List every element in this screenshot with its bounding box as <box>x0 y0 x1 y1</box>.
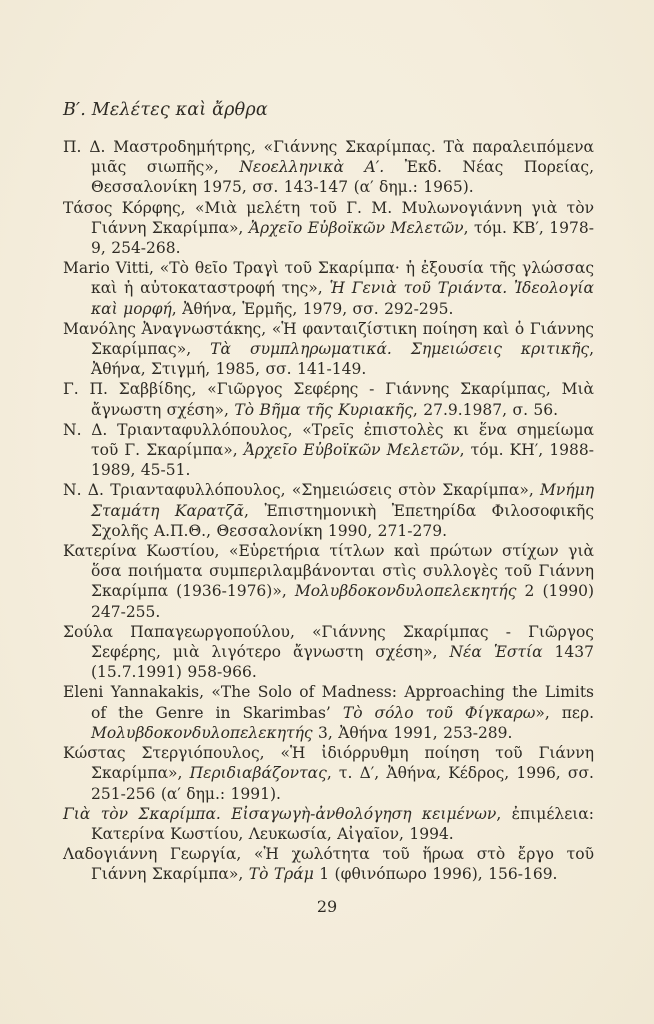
entry-text: Π. Δ. Μαστροδημήτρης, «Γιάννης Σκαρίμπας. Τὰ παραλειπόμενα μιᾶς σιωπῆς», <box>63 138 594 177</box>
bibliography-entry <box>63 844 594 884</box>
bibliography-entry <box>63 137 594 198</box>
cited-work-title: Ἀρχεῖο Εὐβοϊκῶν Μελετῶν <box>248 218 464 237</box>
cited-work-title: Ἡ Γενιὰ τοῦ Τριάντα. Ἰδεολογία καὶ μορφή <box>91 279 594 318</box>
text-block <box>63 99 594 885</box>
cited-work-title: Τὸ Τράμ <box>248 865 314 884</box>
entry-text: Λαδογιάννη Γεωργία, «Ἡ χωλότητα τοῦ ἥρωα στὸ ἔργο τοῦ Γιάννη Σκαρίμπα», <box>63 845 594 884</box>
bibliography-entry <box>63 379 594 419</box>
cited-work-title: Μολυβδοκονδυλοπελεκητής <box>91 723 313 742</box>
cited-work-title: Τὸ σόλο τοῦ Φίγκαρω <box>342 703 536 722</box>
entry-text: , Ἀθήνα, Στιγμή, 1985, σσ. 141-149. <box>91 340 594 379</box>
bibliography-entry <box>63 319 594 380</box>
bibliography-entry <box>63 480 594 541</box>
cited-work-title: Ἀρχεῖο Εὐβοϊκῶν Μελετῶν <box>243 441 460 460</box>
cited-work-title: Τὸ Βῆμα τῆς Κυριακῆς <box>234 400 413 419</box>
bibliography-entry <box>63 258 594 319</box>
bibliography-entry <box>63 198 594 259</box>
cited-work-title: Μολυβδοκονδυλοπελεκητής <box>294 582 517 601</box>
bibliography-entry <box>63 622 594 683</box>
entry-text: 1437 (15.7.1991) 958-966. <box>91 643 594 682</box>
entry-text: 2 (1990) 247-255. <box>91 582 594 621</box>
entry-text: , τόμ. ΚΒ′, 1978-9, 254-268. <box>91 218 594 258</box>
bibliography-entry <box>63 420 594 481</box>
entry-text: Σούλα Παπαγεωργοπούλου, «Γιάννης Σκαρίμπας - Γιῶργος Σεφέρης, μιὰ λιγότερο ἄγνωστη σχέση», <box>63 622 594 662</box>
entry-text: Κώστας Στεργιόπουλος, «Ἡ ἰδιόρρυθμη ποίηση τοῦ Γιάννη Σκαρίμπα», <box>63 744 594 783</box>
cited-work-title: Νέα Ἑστία <box>449 643 543 662</box>
entry-text: , ἐπιμέλεια: Κατερίνα Κωστίου, Λευκωσία, Αἰγαῖον, 1994. <box>91 804 594 843</box>
entry-text: Τάσος Κόρφης, «Μιὰ μελέτη τοῦ Γ. Μ. Μυλωνογιάννη γιὰ τὸν Γιάννη Σκαρίμπα», <box>63 198 594 237</box>
bibliography-entry <box>63 743 594 804</box>
bibliography-entry <box>63 682 594 743</box>
entry-text: Μανόλης Ἀναγνωστάκης, «Ἡ φανταιζίστικη ποίηση καὶ ὁ Γιάννης Σκαρίμπας», <box>63 319 594 359</box>
page-number: 29 <box>316 897 338 916</box>
entry-text: , τόμ. ΚΗ′, 1988-1989, 45-51. <box>91 441 594 480</box>
entry-text: Γ. Π. Σαββίδης, «Γιῶργος Σεφέρης - Γιάννης Σκαρίμπας, Μιὰ ἄγνωστη σχέση», <box>63 380 594 419</box>
entry-text: Mario Vitti, «Τὸ θεῖο Τραγὶ τοῦ Σκαρίμπα· ἡ ἐξουσία τῆς γλώσσας καὶ ἡ αὐτοκαταστροφή της», <box>63 259 594 298</box>
entry-text: , τ. Δ′, Ἀθήνα, Κέδρος, 1996, σσ. 251-256 (α′ δημ.: 1991). <box>91 764 594 803</box>
entry-text: , Ἐπιστημονικὴ Ἐπετηρίδα Φιλοσοφικῆς Σχολῆς Α.Π.Θ., Θεσσαλονίκη 1990, 271-279. <box>91 501 594 540</box>
cited-work-title: Γιὰ τὸν Σκαρίμπα. Εἰσαγωγὴ-ἀνθολόγηση κειμένων <box>63 804 497 823</box>
bibliography-entry <box>63 804 594 844</box>
cited-work-title: Μνήμη Σταμάτη Καρατζᾶ <box>91 481 594 520</box>
cited-work-title: Περιδιαβάζοντας <box>189 764 327 783</box>
entry-text: 1 (φθινόπωρο 1996), 156-169. <box>313 865 558 884</box>
entry-text: , Ἀθήνα, Ἑρμῆς, 1979, σσ. 292-295. <box>171 299 454 318</box>
entry-text: Ν. Δ. Τριανταφυλλόπουλος, «Τρεῖς ἐπιστολὲς κι ἕνα σημείωμα τοῦ Γ. Σκαρίμπα», <box>63 420 594 460</box>
entry-text: Eleni Yannakakis, «The Solo of Madness: Approaching the Limits of the Genre in Skarimbas’ <box>63 683 594 722</box>
bibliography-list <box>63 137 594 885</box>
entry-text: 3, Ἀθήνα 1991, 253-289. <box>312 723 513 742</box>
entry-text: Ν. Δ. Τριανταφυλλόπουλος, «Σημειώσεις στὸν Σκαρίμπα», <box>63 481 541 500</box>
entry-text: , 27.9.1987, σ. 56. <box>412 400 559 419</box>
entry-text: Ἐκδ. Νέας Πορείας, Θεσσαλονίκη 1975, σσ. 143-147 (α′ δημ.: 1965). <box>91 158 594 197</box>
cited-work-title: Νεοελληνικὰ Α′. <box>239 158 385 177</box>
entry-text: Κατερίνα Κωστίου, «Εὑρετήρια τίτλων καὶ πρώτων στίχων γιὰ ὅσα ποιήματα συμπεριλαμβάνονται στὶς συλλογὲς τοῦ Γιάννη Σκαρίμπα (1936-1976)», <box>63 542 594 601</box>
section-heading: Β′. Μελέτες καὶ ἄρθρα <box>63 100 268 120</box>
cited-work-title: Τὰ συμπληρωματικά. Σημειώσεις κριτικῆς <box>210 340 590 359</box>
entry-text: », περ. <box>535 703 595 722</box>
bibliography-entry <box>63 541 594 622</box>
